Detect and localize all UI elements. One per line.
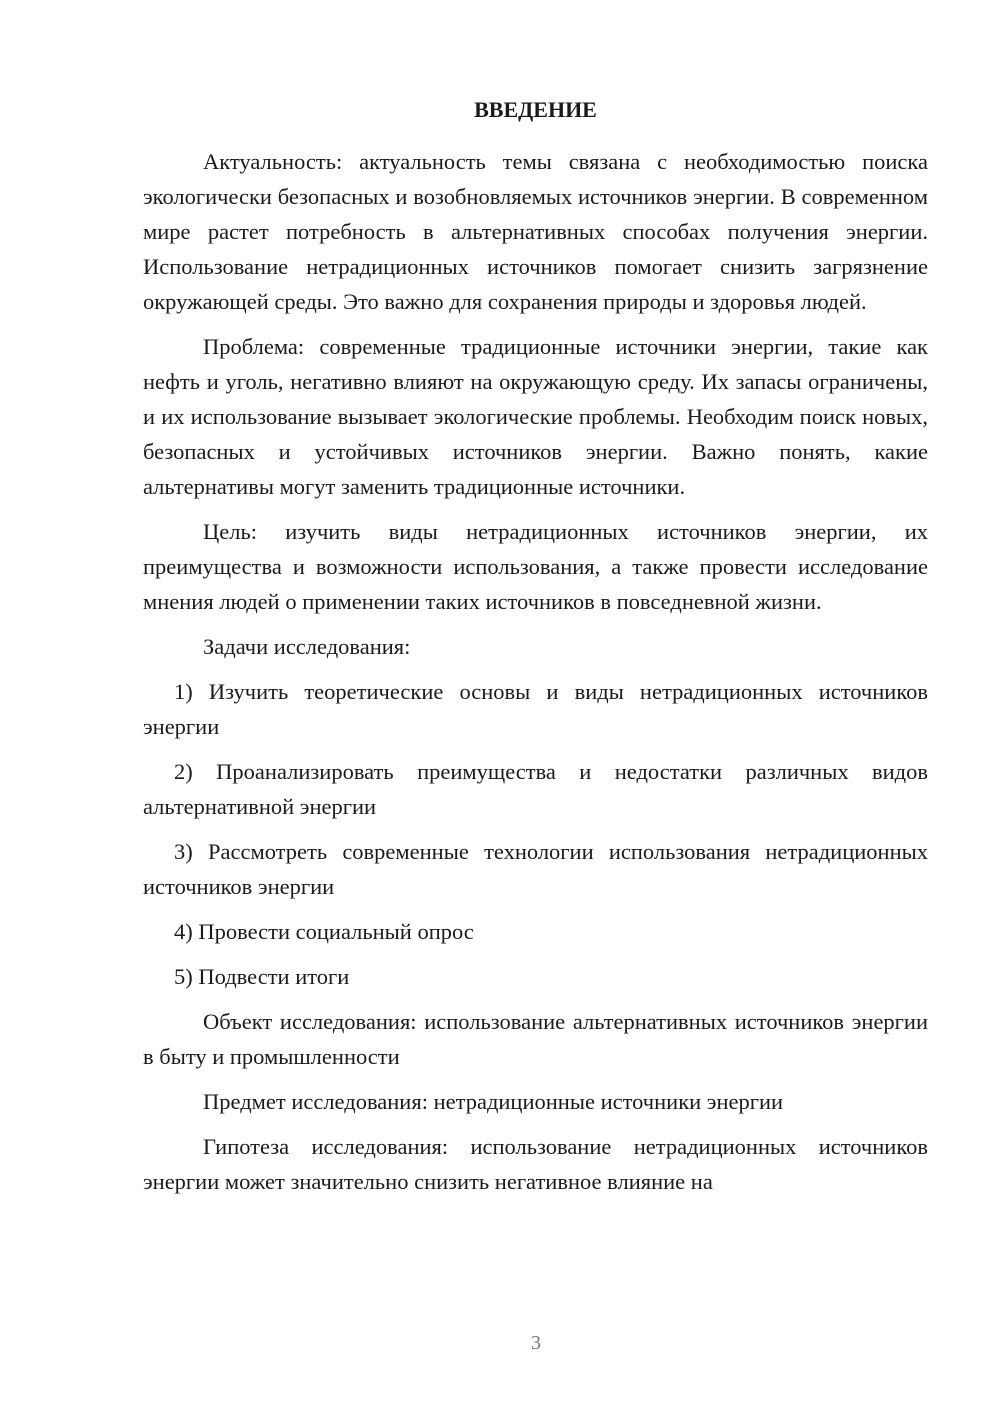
paragraph-relevance: Актуальность: актуальность темы связана с необходимостью поиска экологически безопасных и возобновляемых источников энергии. В современном мире растет потребность в альтернативных способах получения энергии. Использование нетрадиционных источников помогает снизить загрязнение окружающей среды. Это важно для сохранения природы и здоровья людей. <box>143 149 928 314</box>
task-item-4: 4) Провести социальный опрос <box>174 919 474 944</box>
section-heading: ВВЕДЕНИЕ <box>474 97 597 122</box>
paragraph-hypothesis: Гипотеза исследования: использование нетрадиционных источников энергии может значительно снизить негативное влияние на <box>143 1134 928 1194</box>
page-number: 3 <box>531 1332 541 1354</box>
paragraph-subject: Предмет исследования: нетрадиционные источники энергии <box>203 1089 784 1114</box>
task-item-5: 5) Подвести итоги <box>174 964 350 989</box>
paragraph-goal: Цель: изучить виды нетрадиционных источников энергии, их преимущества и возможности использования, а также провести исследование мнения людей о применении таких источников в повседневной жизни. <box>143 519 928 614</box>
document-page <box>143 92 928 1199</box>
paragraph-tasks-heading: Задачи исследования: <box>203 634 411 659</box>
task-item-2: 2) Проанализировать преимущества и недостатки различных видов альтернативной энергии <box>143 759 928 819</box>
paragraph-problem: Проблема: современные традиционные источники энергии, такие как нефть и уголь, негативно влияют на окружающую среду. Их запасы ограничены, и их использование вызывает экологические проблемы. Необходим поиск новых, безопасных и устойчивых источников энергии. Важно понять, какие альтернативы могут заменить традиционные источники. <box>143 334 928 499</box>
paragraph-object: Объект исследования: использование альтернативных источников энергии в быту и промышленности <box>143 1009 928 1069</box>
task-item-1: 1) Изучить теоретические основы и виды нетрадиционных источников энергии <box>143 679 928 739</box>
task-item-3: 3) Рассмотреть современные технологии использования нетрадиционных источников энергии <box>143 839 928 899</box>
